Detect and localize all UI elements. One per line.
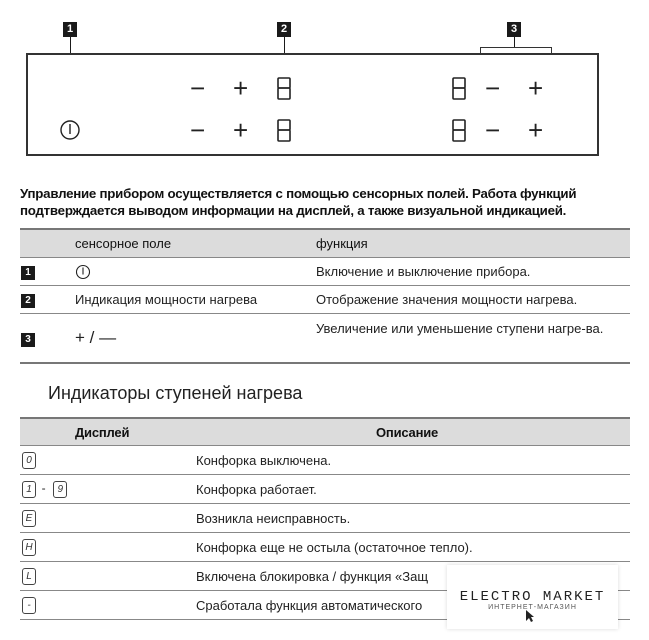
- row-number: 1: [21, 266, 35, 280]
- function-text: Включение и выключение прибора.: [316, 258, 630, 286]
- plus-button-1[interactable]: +: [233, 73, 249, 103]
- range-separator: -: [41, 481, 46, 496]
- minus-button-3[interactable]: −: [485, 73, 501, 103]
- description: Включена блокировка / функция «Защ: [196, 562, 630, 591]
- intro-paragraph: Управление прибором осуществляется с помощью сенсорных полей. Работа функций подтверждается выводом информации на дисплей, а также визуальной индикацией.: [20, 186, 577, 218]
- table-row: [20, 286, 630, 314]
- header-display: Дисплей: [20, 418, 196, 446]
- row-number: 2: [21, 294, 35, 308]
- callout-1: 1: [63, 22, 77, 37]
- description: Сработала функция автоматического: [196, 591, 630, 620]
- watermark-title: ELECTRO MARKET: [459, 589, 606, 605]
- callout-3-leader: [514, 37, 515, 47]
- sensor-field-text: Индикация мощности нагрева: [75, 286, 316, 314]
- header-num: [20, 229, 75, 258]
- minus-button-4[interactable]: −: [485, 115, 501, 145]
- seven-seg-display-4: [452, 119, 466, 142]
- minus-button-2[interactable]: −: [190, 115, 206, 145]
- table-row: [20, 446, 630, 475]
- plus-button-4[interactable]: +: [528, 115, 544, 145]
- display-symbol: L: [22, 568, 36, 585]
- row-number: 3: [21, 333, 35, 347]
- display-symbol: E: [22, 510, 36, 527]
- display-symbol: -: [22, 597, 36, 614]
- watermark-subtitle: ИНТЕРНЕТ-МАГАЗИН: [488, 604, 577, 611]
- cooktop-panel: [26, 53, 599, 156]
- electro-market-watermark: [447, 565, 618, 629]
- power-icon: [75, 264, 91, 280]
- description: Конфорка работает.: [196, 475, 630, 504]
- header-sensor-field: сенсорное поле: [75, 229, 316, 258]
- minus-button-1[interactable]: −: [190, 73, 206, 103]
- table-row: [20, 504, 630, 533]
- sensor-fields-table: [20, 228, 630, 364]
- sensor-field-plus-minus: + / —: [75, 314, 316, 364]
- section-heading: Индикаторы ступеней нагрева: [48, 383, 303, 403]
- description: Конфорка еще не остыла (остаточное тепло).: [196, 533, 630, 562]
- power-icon[interactable]: [58, 118, 82, 142]
- table-row: [20, 533, 630, 562]
- plus-button-2[interactable]: +: [233, 115, 249, 145]
- display-symbol: 0: [22, 452, 36, 469]
- function-text: Увеличение или уменьшение ступени нагре-ва.: [316, 314, 630, 364]
- seven-seg-display-1: [277, 77, 291, 100]
- display-symbol: H: [22, 539, 36, 556]
- description: Конфорка выключена.: [196, 446, 630, 475]
- description: Возникла неисправность.: [196, 504, 630, 533]
- header-function: функция: [316, 229, 630, 258]
- table-header-row: [20, 229, 630, 258]
- table-header-row: [20, 418, 630, 446]
- table-row: [20, 314, 630, 364]
- cursor-icon: [525, 609, 535, 623]
- header-description: Описание: [196, 418, 630, 446]
- callout-2: 2: [277, 22, 291, 37]
- callout-3: 3: [507, 22, 521, 37]
- function-text: Отображение значения мощности нагрева.: [316, 286, 630, 314]
- seven-seg-display-2: [277, 119, 291, 142]
- display-symbol: 1: [22, 481, 36, 498]
- table-row: [20, 475, 630, 504]
- plus-button-3[interactable]: +: [528, 73, 544, 103]
- seven-seg-display-3: [452, 77, 466, 100]
- display-symbol: 9: [53, 481, 67, 498]
- table-row: [20, 258, 630, 286]
